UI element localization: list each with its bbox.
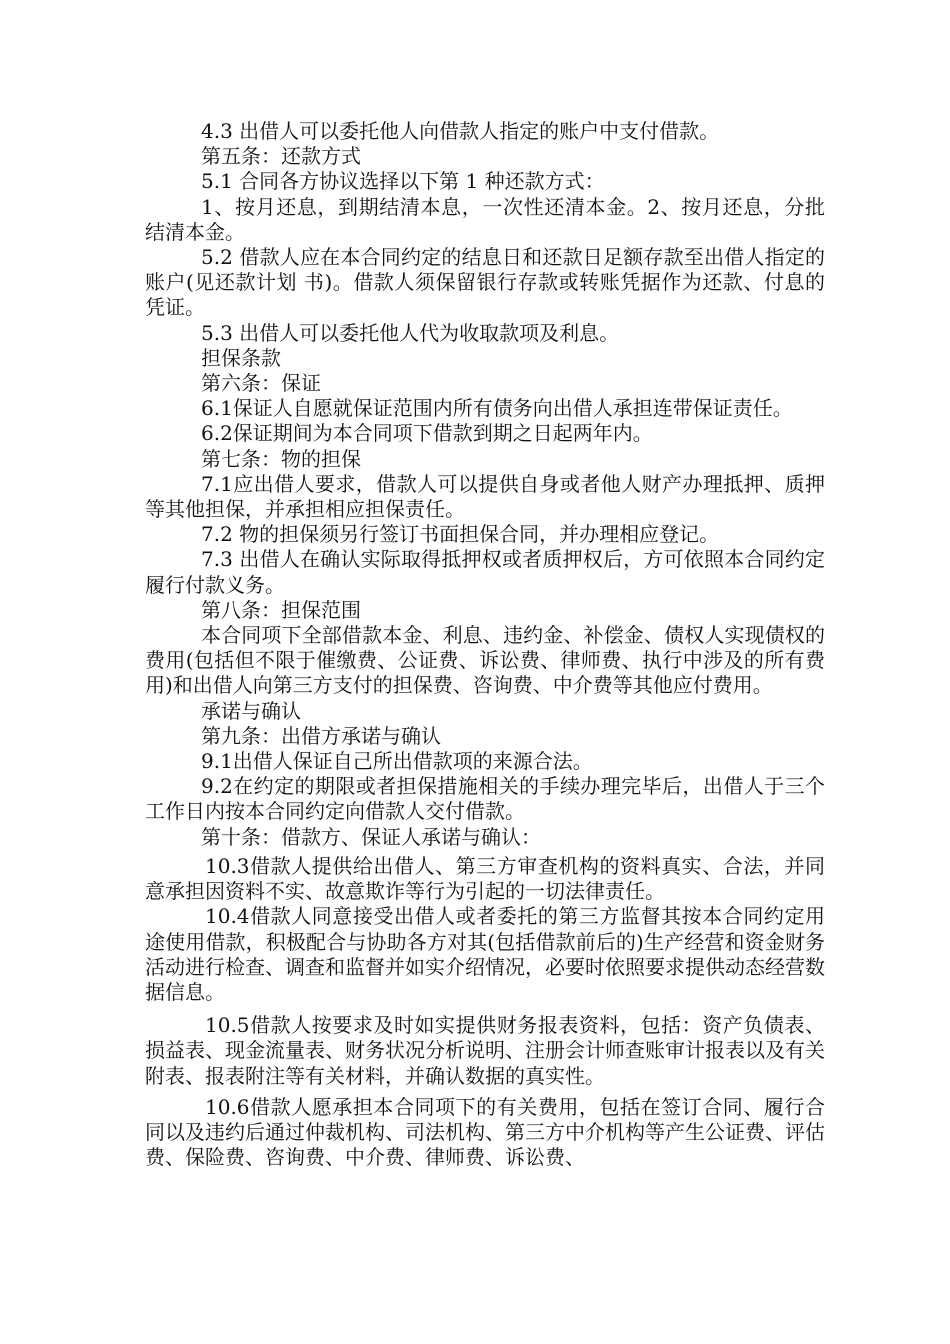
paragraph: 5.3 出借人可以委托他人代为收取款项及利息。 (201, 320, 620, 345)
paragraph: 10.6借款人愿承担本合同项下的有关费用，包括在签订合同、履行合同以及违约后通过仲裁机构、司法机构、第三方中介机构等产生公证费、评估费、保险费、咨询费、中介费、律师费、诉讼费、 (145, 1094, 825, 1170)
paragraph: 第十条：借款方、保证人承诺与确认： (201, 824, 541, 849)
paragraph: 第六条：保证 (201, 371, 321, 396)
document-body (145, 119, 825, 1170)
paragraph: 第五条：还款方式 (201, 144, 361, 169)
paragraph: 10.5借款人按要求及时如实提供财务报表资料，包括：资产负债表、损益表、现金流量表、财务状况分析说明、注册会计师查账审计报表以及有关附表、报表附注等有关材料，并确认数据的真实性。 (145, 1013, 825, 1088)
paragraph: 第九条：出借方承诺与确认 (201, 723, 441, 748)
paragraph: 第八条：担保范围 (201, 597, 361, 622)
paragraph: 9.2在约定的期限或者担保措施相关的手续办理完毕后，出借人于三个工作日内按本合同约定向借款人交付借款。 (145, 774, 825, 824)
paragraph: 第七条：物的担保 (201, 446, 361, 471)
paragraph: 7.2 物的担保须另行签订书面担保合同，并办理相应登记。 (201, 522, 720, 547)
paragraph: 6.2保证期间为本合同项下借款到期之日起两年内。 (201, 421, 653, 446)
paragraph: 9.1出借人保证自己所出借款项的来源合法。 (201, 749, 593, 774)
paragraph: 5.1 合同各方协议选择以下第 1 种还款方式： (201, 169, 605, 194)
paragraph: 6.1保证人自愿就保证范围内所有债务向出借人承担连带保证责任。 (201, 396, 793, 421)
paragraph: 承诺与确认 (201, 698, 301, 723)
paragraph: 7.3 出借人在确认实际取得抵押权或者质押权后，方可依照本合同约定履行付款义务。 (145, 547, 825, 597)
paragraph: 本合同项下全部借款本金、利息、违约金、补偿金、债权人实现债权的费用(包括但不限于催缴费、公证费、诉讼费、律师费、执行中涉及的所有费用)和出借人向第三方支付的担保费、咨询费、中介费等其他应付费用。 (145, 623, 825, 698)
paragraph: 1、按月还息，到期结清本息，一次性还清本金。2、按月还息，分批结清本金。 (145, 194, 825, 244)
paragraph: 5.2 借款人应在本合同约定的结息日和还款日足额存款至出借人指定的账户(见还款计划 书)。借款人须保留银行存款或转账凭据作为还款、付息的凭证。 (145, 245, 825, 320)
paragraph: 担保条款 (201, 345, 281, 370)
paragraph: 7.1应出借人要求，借款人可以提供自身或者他人财产办理抵押、质押等其他担保，并承担相应担保责任。 (145, 471, 825, 522)
paragraph: 10.4借款人同意接受出借人或者委托的第三方监督其按本合同约定用途使用借款，积极配合与协助各方对其(包括借款前后的)生产经营和资金财务活动进行检查、调查和监督并如实介绍情况，必要时依照要求提供动态经营数据信息。 (145, 904, 825, 1004)
paragraph: 4.3 出借人可以委托他人向借款人指定的账户中支付借款。 (201, 119, 720, 143)
paragraph: 10.3借款人提供给出借人、第三方审查机构的资料真实、合法，并同意承担因资料不实、故意欺诈等行为引起的一切法律责任。 (145, 853, 825, 904)
